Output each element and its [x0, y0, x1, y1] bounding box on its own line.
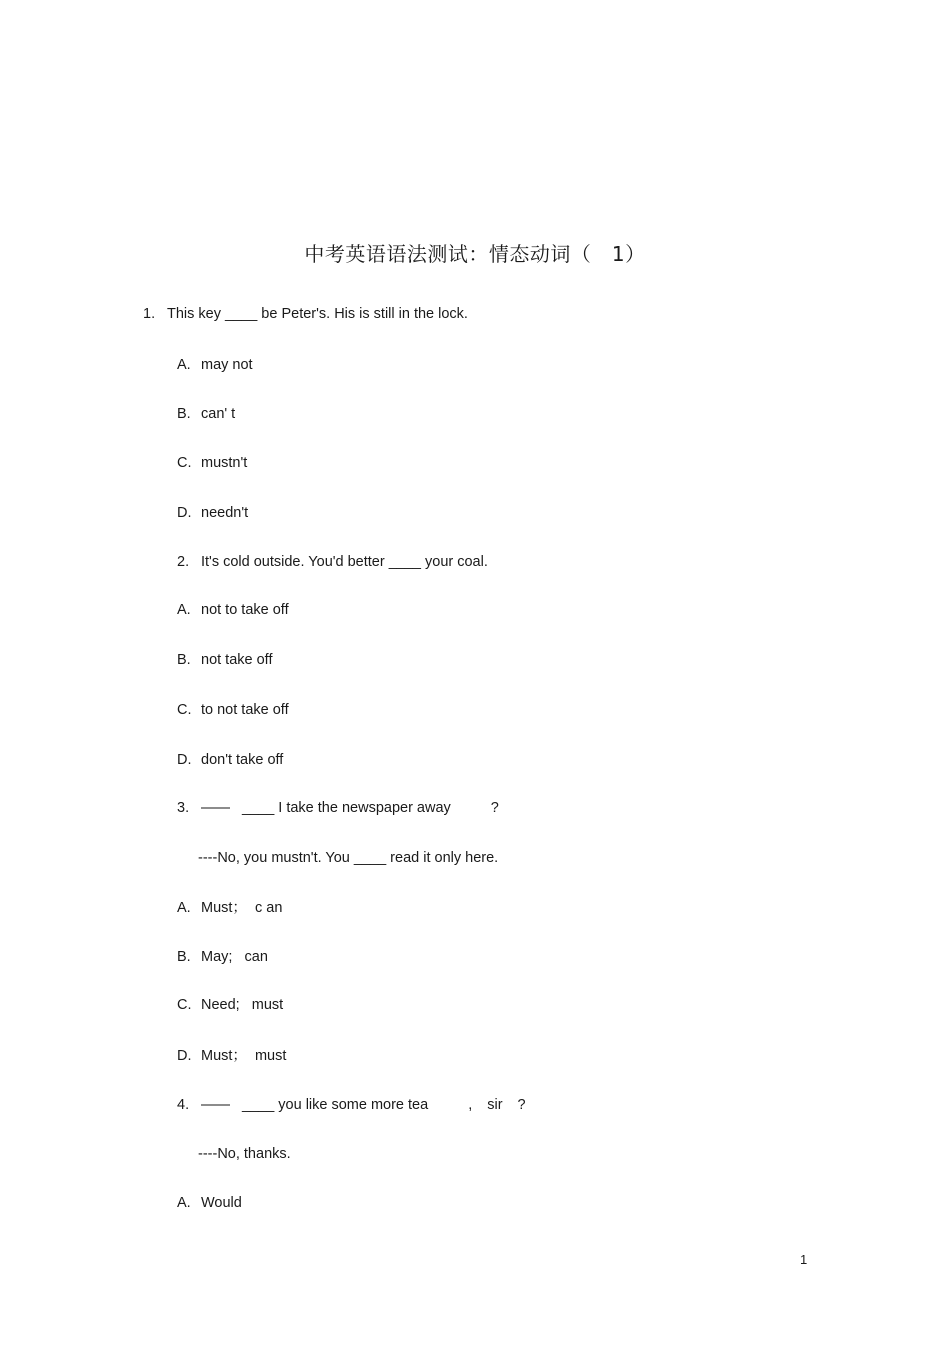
option-2c [177, 701, 289, 719]
question-stem: ____ I take the newspaper away [242, 800, 451, 816]
option-letter: A. [177, 900, 191, 916]
option-text: may not [201, 357, 253, 373]
option-letter: C. [177, 997, 192, 1013]
option-2b [177, 651, 272, 669]
option-3b [177, 948, 268, 966]
option-3a [177, 899, 282, 917]
dialogue-dash: —— [201, 800, 230, 816]
question-3-reply: ----No, you mustn't. You ____ read it only here. [198, 850, 499, 866]
sir-word: sir [487, 1097, 503, 1113]
option-letter: B. [177, 406, 191, 422]
option-letter: D. [177, 752, 192, 768]
option-letter: B. [177, 652, 191, 668]
question-stem: ____ you like some more tea [242, 1097, 429, 1113]
question-2 [177, 553, 488, 571]
question-4-reply: ----No, thanks. [198, 1146, 291, 1162]
option-2a [177, 601, 289, 619]
question-number: 3. [177, 800, 190, 816]
option-4a [177, 1194, 242, 1212]
option-3d [177, 1047, 286, 1065]
option-text: to not take off [201, 702, 289, 718]
option-3c [177, 996, 283, 1014]
question-stem: It's cold outside. You'd better ____ your coal. [201, 554, 488, 570]
option-2d [177, 751, 283, 769]
option-text: Need; must [201, 997, 284, 1013]
option-1a [177, 356, 253, 374]
option-text: not take off [201, 652, 273, 668]
option-1d [177, 504, 248, 522]
option-text: can' t [201, 406, 236, 422]
dialogue-dash: —— [201, 1097, 230, 1113]
question-number: 4. [177, 1097, 190, 1113]
option-letter: B. [177, 949, 191, 965]
question-mark: ? [517, 1097, 526, 1113]
option-letter: D. [177, 505, 192, 521]
option-text: Would [201, 1195, 242, 1211]
option-text: mustn't [201, 455, 248, 471]
option-letter: D. [177, 1048, 192, 1064]
question-stem: This key ____ be Peter's. His is still in the lock. [167, 306, 468, 322]
option-letter: C. [177, 455, 192, 471]
option-text: May; can [201, 949, 268, 965]
option-letter: A. [177, 602, 191, 618]
option-letter: A. [177, 1195, 191, 1211]
question-1 [143, 305, 468, 323]
option-text: Must； must [201, 1048, 287, 1064]
option-letter: A. [177, 357, 191, 373]
question-number: 2. [177, 554, 190, 570]
option-text: not to take off [201, 602, 289, 618]
comma: , [468, 1097, 473, 1113]
document-title: 中考英语语法测试：情态动词（ 1） [304, 242, 646, 266]
page-number: 1 [800, 1252, 808, 1267]
option-text: don't take off [201, 752, 284, 768]
option-1b [177, 405, 235, 423]
question-4 [177, 1096, 526, 1114]
question-number: 1. [143, 306, 156, 322]
question-3 [177, 799, 499, 817]
option-letter: C. [177, 702, 192, 718]
option-text: needn't [201, 505, 249, 521]
question-mark: ? [490, 800, 499, 816]
option-1c [177, 454, 247, 472]
option-text: Must； c an [201, 900, 283, 916]
